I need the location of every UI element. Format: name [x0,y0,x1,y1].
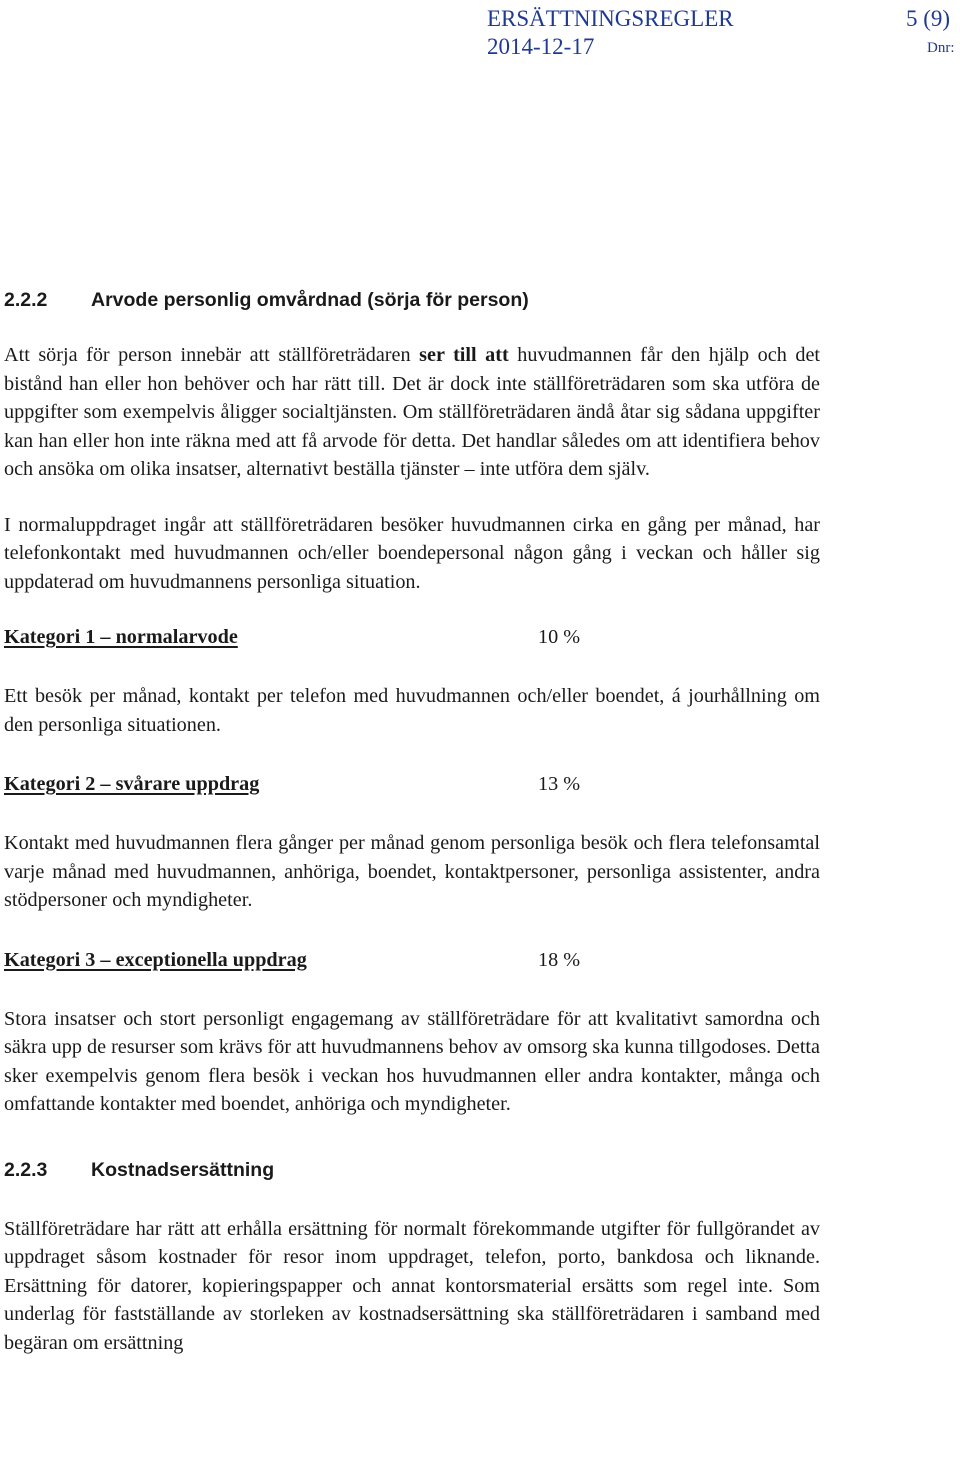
category-2-heading [4,770,820,798]
section-title: Kostnadsersättning [91,1158,275,1181]
paragraph-care-definition [4,341,820,484]
paragraph-cost-compensation: Ställföreträdare har rätt att erhålla ersättning för normalt förekommande utgifter för fullgörandet av uppdraget såsom kostnader för resor inom uppdraget, telefon, porto, bankdosa och liknande. Ersättning för datorer, kopieringspapper och annat kontorsmaterial ersätts som regel inte. Som underlag för fastställande av storleken av kostnadsersättning ska ställföreträdaren i samband med begäran om ersättning [4,1217,820,1354]
dnr-label: Dnr: [927,40,955,56]
category-percent: 18 % [538,948,581,971]
category-name: Kategori 1 – normalarvode [4,626,238,648]
category-3-heading [4,946,820,974]
category-percent: 10 % [538,626,581,648]
document-date: 2014-12-17 [487,34,595,59]
section-title: Arvode personlig omvårdnad (sörja för person) [91,289,529,311]
section-heading-2-2-3 [4,1156,820,1184]
emphasis-text: ser till att [419,344,509,366]
document-title: ERSÄTTNINGSREGLER [487,6,734,31]
paragraph-text: huvudmannen får den hjälp och det bistånd han eller hon behöver och har rätt till. Det är dock inte ställföreträdaren som ska utföra de uppgifter som exempelvis åligger socialtjänsten. Om ställföreträdaren ändå åtar sig sådana uppgifter kan han eller hon inte räkna med att få arvode för detta. Det handlar således om att identifiera behov och ansöka om olika insatser, alternativt beställa tjänster – inte utföra dem själv. [4,344,821,480]
paragraph-text: Att sörja för person innebär att ställföreträdaren [4,344,420,366]
category-percent: 13 % [538,773,581,795]
category-1-description: Ett besök per månad, kontakt per telefon med huvudmannen och/eller boendet, á jourhållning om den personliga situationen. [4,685,820,736]
section-number: 2.2.2 [4,289,48,311]
category-name: Kategori 3 – exceptionella uppdrag [4,948,307,971]
paragraph-normal-assignment: I normaluppdraget ingår att ställföreträdaren besöker huvudmannen cirka en gång per månad, har telefonkontakt med huvudmannen och/eller boendepersonal någon gång i veckan och håller sig uppdaterad om huvudmannens personliga situation. [4,513,820,593]
section-number: 2.2.3 [4,1158,48,1181]
category-2-description: Kontakt med huvudmannen flera gånger per månad genom personliga besök och flera telefonsamtal varje månad med huvudmannen, anhöriga, boendet, kontaktpersoner, personliga assistenter, andra stödpersoner och myndigheter. [4,832,820,911]
category-1-heading [4,623,820,651]
page-number: 5 (9) [906,6,951,31]
category-name: Kategori 2 – svårare uppdrag [4,773,260,795]
document-body [4,286,820,1357]
section-heading-2-2-2 [4,286,820,314]
category-3-description: Stora insatser och stort personligt engagemang av ställföreträdare för att kvalitativt samordna och säkra upp de resurser som krävs för att huvudmannens behov av omsorg ska kunna tillgodoses. Detta sker exempelvis genom flera besök i veckan hos huvudmannen eller andra kontakter, många och omfattande kontakter med boendet, anhöriga och myndigheter. [4,1007,820,1115]
